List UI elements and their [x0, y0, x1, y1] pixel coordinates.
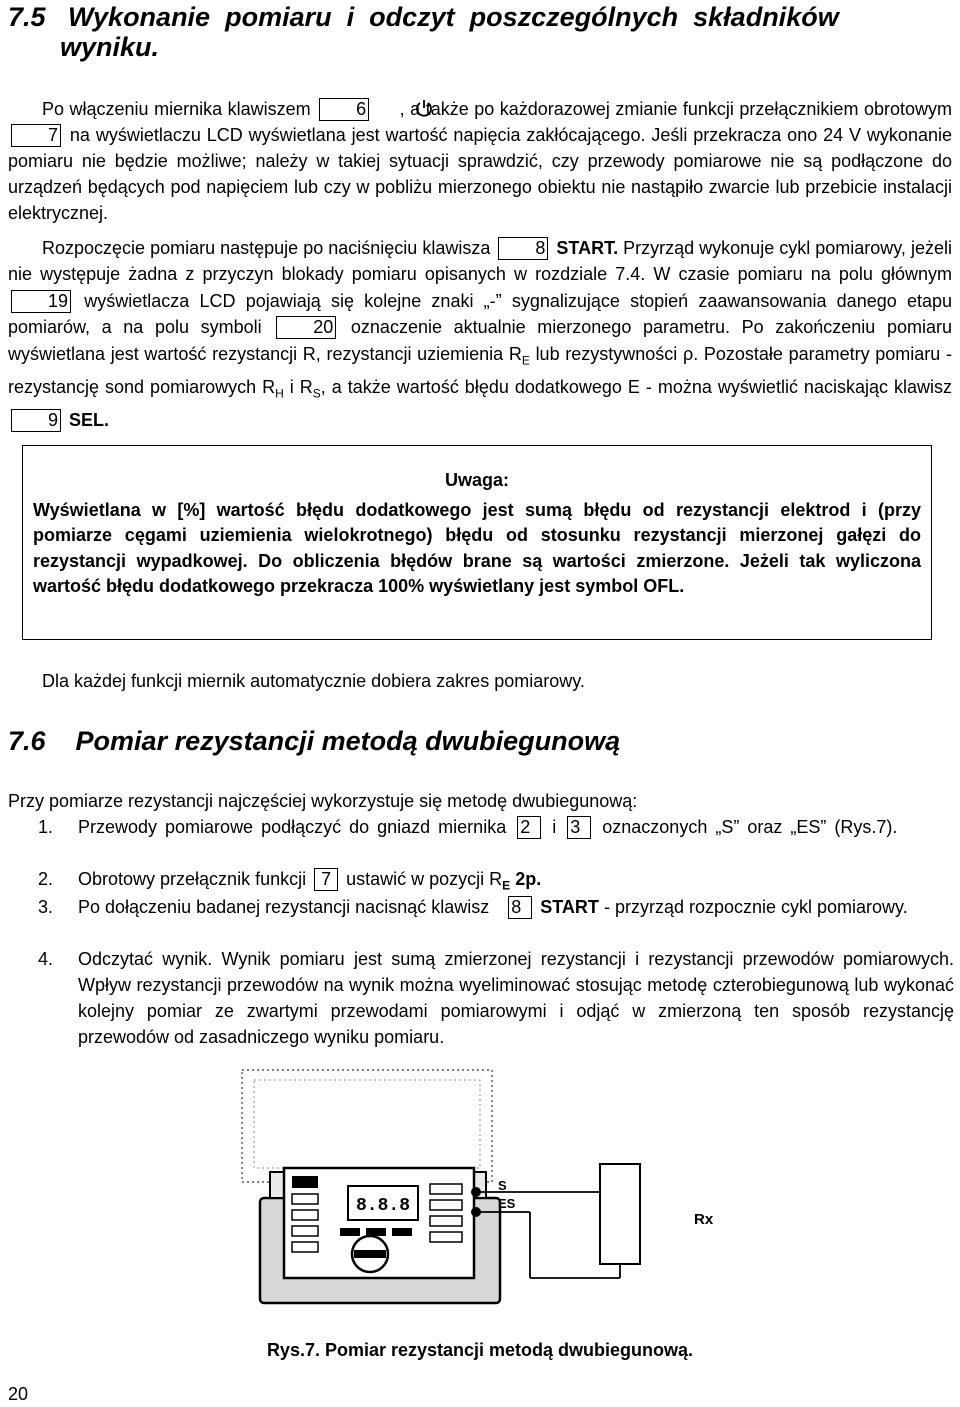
auto-range-text: Dla każdej funkcji miernik automatycznie dobiera zakres pomiarowy. [42, 671, 585, 691]
key-ref-8: 8 [498, 237, 548, 260]
key-ref-20: 20 [276, 316, 336, 339]
label-es: ES [498, 1196, 516, 1211]
step-4: Odczytać wynik. Wynik pomiaru jest sumą zmierzonej rezystancji i rezystancji przewodów pomiarowych. Wpływ rezystancji przewodów na wynik można wyeliminować stosując metodę czterobiegunową lub wykonać kolejny pomiar ze zwartymi przewodami pomiarowymi i odjąć w zmierzoną ten sposób rezystancję przewodów od zasadniczego wyniku pomiaru. [78, 949, 954, 1047]
figure-caption: Rys.7. Pomiar rezystancji metodą dwubiegunową. [266, 1340, 694, 1360]
note-title: Uwaga: [444, 470, 509, 490]
steps-list [0, 814, 960, 1047]
two-pole-intro: Przy pomiarze rezystancji najczęściej wykorzystuje się metodę dwubiegunową: [8, 791, 638, 811]
key-ref-19: 19 [11, 290, 71, 313]
figure-drawing [240, 1068, 760, 1308]
key-ref-6: 6 [319, 98, 369, 121]
resistor-rx [600, 1164, 640, 1264]
section-heading-line2: wyniku. [60, 32, 160, 62]
socket-s [471, 1187, 481, 1197]
key-ref-3: 3 [567, 816, 591, 839]
paragraph-measurement-start: Rozpoczęcie pomiaru następuje po naciśnięciu klawisza 8 START. Przyrząd wykonuje cykl pomiarowy, jeżeli nie występuje żadna z przyczyn blokady pomiaru opisanych w rozdziale 7.4. W czasie pomiaru na polu głównym 19 wyświetlacza LCD pojawiają się kolejne znaki „-” sygnalizujące stopień zaawansowania danego etapu pomiarów, a na polu symboli 20 oznaczenie aktualnie mierzonego parametru. Po zakończeniu pomiaru wyświetlana jest wartość rezystancji R, rezystancji uziemienia $R_E$ lub rezystywności ρ. Pozostałe parametry pomiaru - rezystancję sond pomiarowych $R_H$ i $R_S$, a także wartość błędu dodatkowego E - można wyświetlić naciskając klawisz 9 SEL. [8, 238, 952, 430]
meter-lid-outline [242, 1070, 492, 1182]
paragraph-interference-voltage: Po włączeniu miernika klawiszem 6 , a także po każdorazowej zmianie funkcji przełącznikiem obrotowym 7 na wyświetlaczu LCD wyświetlana jest wartość napięcia zakłócającego. Jeśli przekracza ono 24 V wykonanie pomiaru nie będzie możliwe; należy w takiej sytuacji sprawdzić, czy przewody pomiarowe nie są podłączone do urządzeń będących pod napięciem lub czy w pobliżu mierzonego obiektu nie nastąpiło zwarcie lub przebicie instalacji elektrycznej. [8, 99, 952, 223]
socket-es [471, 1207, 481, 1217]
meter-lid-inner [254, 1080, 480, 1168]
key-ref-2: 2 [517, 816, 541, 839]
section-heading-7-6: 7.6 Pomiar rezystancji metodą dwubiegunową [8, 726, 621, 756]
lcd-digits: 8.8.8 [355, 1196, 411, 1216]
note-body: Wyświetlana w [%] wartość błędu dodatkowego jest sumą błędu od rezystancji elektrod i (przy pomiarze cęgami uziemienia wielokrotnego) błędu od stosunku rezystancji mierzonej gałęzi do rezystancji wypadkowej. Do obliczenia błędów brane są wartości zmierzone. Jeżeli tak wyliczona wartość błędu dodatkowego przekracza 100% wyświetlany jest symbol OFL. [33, 499, 921, 596]
step-3: Po dołączeniu badanej rezystancji nacisnąć klawisz 8 START - przyrząd rozpocznie cykl pomiarowy. [78, 897, 908, 917]
page-number: 20 [8, 1384, 29, 1404]
panel-key [340, 1228, 360, 1236]
step-number: 3. [38, 897, 54, 917]
figure-two-pole-measurement [240, 1068, 760, 1308]
label-s: S [498, 1178, 507, 1193]
key-ref-7: 7 [11, 124, 61, 147]
note-box [22, 445, 932, 640]
power-icon [380, 98, 400, 118]
section-heading-line1: 7.5 Wykonanie pomiaru i odczyt poszczególnych składników [8, 2, 839, 32]
step-1: Przewody pomiarowe podłączyć do gniazd miernika 2 i 3 oznaczonych „S” oraz „ES” (Rys.7). [78, 817, 898, 837]
label-rx: Rx [694, 1211, 714, 1228]
step-number: 1. [38, 817, 54, 837]
key-ref-8: 8 [508, 896, 532, 919]
rotary-switch-knob [354, 1250, 386, 1258]
key-ref-9: 9 [11, 409, 61, 432]
panel-button [292, 1176, 318, 1188]
step-number: 2. [38, 869, 54, 889]
panel-key [392, 1228, 412, 1236]
step-number: 4. [38, 949, 54, 969]
step-2: Obrotowy przełącznik funkcji 7 ustawić w pozycji $R_E$ 2p. [78, 869, 542, 893]
section-heading-7-5 [8, 2, 958, 62]
key-ref-7: 7 [314, 868, 338, 891]
